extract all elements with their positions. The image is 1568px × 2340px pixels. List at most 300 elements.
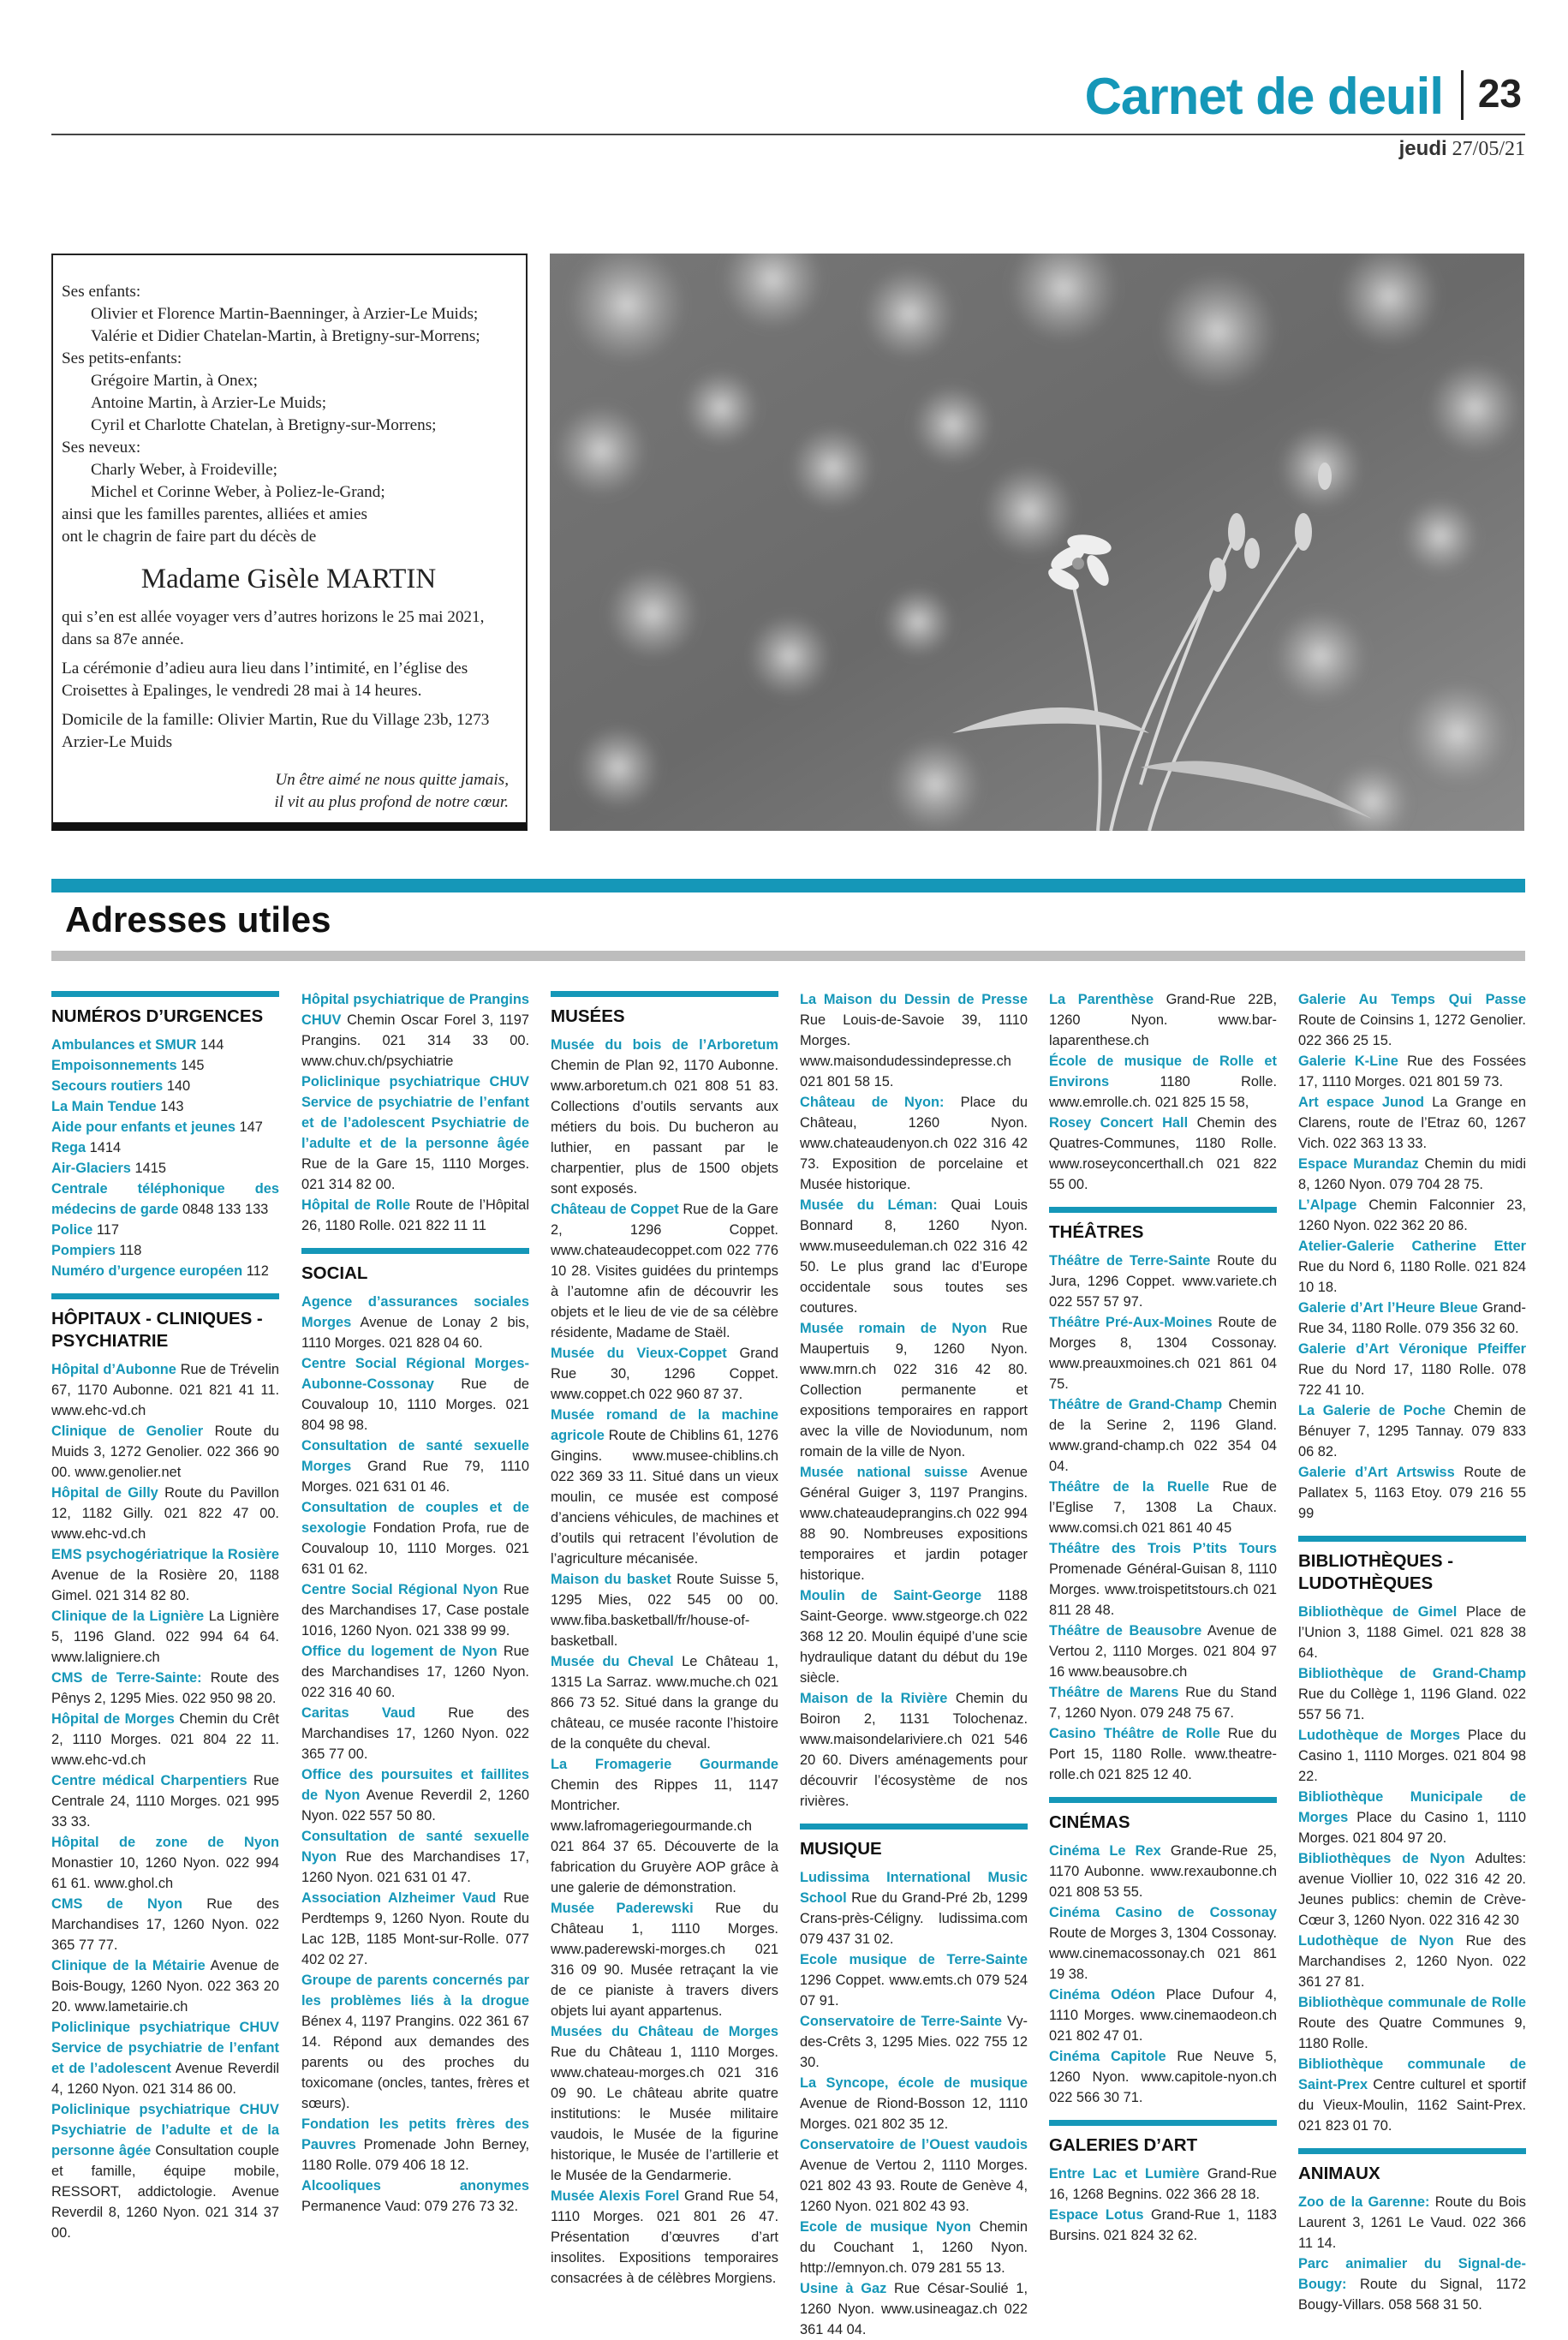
entry-name: EMS psychogériatrique la Rosière (51, 1547, 279, 1562)
address-entry (1049, 2164, 1277, 2205)
address-entry (51, 1261, 279, 1281)
entry-name: Rosey Concert Hall (1049, 1115, 1189, 1131)
address-entry (1049, 1051, 1277, 1113)
section-title: Carnet de deuil (1084, 68, 1443, 125)
address-entry (800, 1949, 1028, 2011)
obituary-notice (51, 254, 528, 831)
address-entry (301, 1970, 529, 2114)
address-entry (1298, 2054, 1526, 2136)
entry-name: Ecole de musique Nyon (800, 2219, 971, 2235)
entry-details: Avenue de Bois-Bougy, 1260 Nyon. 022 363 20 20. www.lametairie.ch (51, 1958, 279, 2015)
address-entry (1298, 1195, 1526, 1236)
entry-details: 118 (115, 1243, 142, 1258)
entry-details: Route des Pênys 2, 1295 Mies. 022 950 98 20. (51, 1670, 279, 1706)
entry-name: Bibliothèque de Grand-Champ (1298, 1666, 1526, 1681)
entry-name: Hôpital de Rolle (301, 1197, 411, 1213)
entry-name: Numéro d’urgence européen (51, 1263, 243, 1279)
entry-details: 117 (92, 1222, 119, 1238)
section-title-rule (51, 951, 1525, 961)
entry-name: Ecole musique de Terre-Sainte (800, 1952, 1028, 1967)
address-entry (1298, 1992, 1526, 2054)
address-entry (51, 1544, 279, 1606)
address-entry (301, 1579, 529, 1641)
entry-name: Musée du Léman: (800, 1197, 938, 1213)
entry-details: Consultation couple et famille, équipe mobile, RESSORT, addictologie. Avenue Reverdil 8, 1260 Nyon. 021 314 37 00. (51, 2143, 279, 2241)
entry-details: Quai Louis Bonnard 8, 1260 Nyon. www.museeduleman.ch 022 316 42 50. Le plus grand lac d’Europe occidentale sous toutes ses coutures. (800, 1197, 1028, 1316)
entry-details: Chemin de la Serine 2, 1196 Gland. www.grand-champ.ch 022 354 04 04. (1049, 1397, 1277, 1474)
entry-name: Théâtre de la Ruelle (1049, 1479, 1210, 1495)
entry-name: Musée du bois de l’Arboretum (551, 1037, 778, 1053)
entry-details: Route de Coinsins 1, 1272 Genolier. 022 366 25 15. (1298, 1012, 1526, 1048)
entry-name: Théâtre de Grand-Champ (1049, 1397, 1223, 1412)
address-entry (51, 2017, 279, 2099)
entry-details: 144 (196, 1037, 224, 1053)
entry-name: Galerie d’Art Véronique Pfeiffer (1298, 1341, 1526, 1357)
entry-name: Conservatoire de Terre-Sainte (800, 2014, 1002, 2029)
entry-name: Ambulances et SMUR (51, 1037, 197, 1053)
entry-details: Rue du Château 1, 1110 Morges. www.chateau-morges.ch 021 316 09 90. Le château abrite quatre institutions: le Musée militaire vaudois, le Musée de la figurine historique, le Musée de l’artillerie et le Musée de la Gendarmerie. (551, 2045, 778, 2183)
address-entry (551, 1651, 778, 1754)
deceased-name: Madame Gisèle MARTIN (140, 564, 437, 594)
entry-name: Musée romain de Nyon (800, 1321, 987, 1336)
address-entry (1049, 2205, 1277, 2246)
address-entry (1049, 1985, 1277, 2046)
issue-date-value: 27/05/21 (1452, 138, 1525, 160)
address-entry (301, 1703, 529, 1764)
entry-details: Rue des Marchandises 17, Case postale 1016, 1260 Nyon. 021 338 99 99. (301, 1582, 529, 1639)
entry-details: Route Suisse 5, 1295 Mies, 022 545 00 00. www.fiba.basketball/fr/house-of-basketball. (551, 1572, 778, 1649)
entry-name: Consultation de couples et de sexologie (301, 1500, 529, 1536)
entry-name: Policlinique psychiatrique CHUV Service de psychiatrie de l’enfant et de l’adolescent Psychiatrie de l’adulte et de la personne âgée (301, 1074, 529, 1151)
obituary-line: Charly Weber, à Froideville; (91, 461, 277, 479)
address-entry (51, 1668, 279, 1709)
entry-name: Moulin de Saint-George (800, 1588, 982, 1603)
obituary-text-2: La cérémonie d’adieu aura lieu dans l’intimité, en l’église des Croisettes à Epalinges, le vendredi 28 mai à 14 heures. (62, 660, 468, 700)
address-entry (301, 1497, 529, 1579)
entry-details: Route de Morges 8, 1304 Cossonay. www.preauxmoines.ch 021 861 04 75. (1049, 1315, 1277, 1392)
address-entry (551, 1569, 778, 1651)
obituary-line: ainsi que les familles parentes, alliées et amies (62, 505, 367, 523)
entry-name: Musées du Château de Morges (551, 2024, 778, 2039)
address-entry (551, 1035, 778, 1199)
entry-details: Rue des Marchandises 17, 1260 Nyon. 022 365 77 00. (301, 1705, 529, 1762)
address-entry (1298, 1663, 1526, 1725)
address-entry (301, 1641, 529, 1703)
entry-name: Bibliothèque de Gimel (1298, 1604, 1458, 1620)
entry-details: Vy-des-Crêts 3, 1295 Mies. 022 755 12 30. (800, 2014, 1028, 2070)
entry-name: Clinique de Genolier (51, 1424, 204, 1439)
entry-details: Grand Rue 79, 1110 Morges. 021 631 01 46. (301, 1459, 529, 1495)
entry-details: Route du Muids 3, 1272 Genolier. 022 366 90 00. www.genolier.net (51, 1424, 279, 1480)
address-entry (1049, 1113, 1277, 1195)
address-entry (800, 1318, 1028, 1462)
entry-details: Le Château 1, 1315 La Sarraz. www.muche.ch 021 866 73 52. Situé dans la grange du château, ce musée raconte l’histoire de la conquête du cheval. (551, 1654, 778, 1752)
issue-day: jeudi (1398, 137, 1447, 160)
address-entry (800, 2134, 1028, 2217)
page-number: 23 (1477, 71, 1522, 116)
entry-name: Bibliothèque communale de Rolle (1298, 1995, 1526, 2010)
entry-details: Route du Bois Laurent 3, 1261 Le Vaud. 022 366 11 14. (1298, 2194, 1526, 2251)
address-entry (800, 1688, 1028, 1812)
entry-details: Rue de la Gare 15, 1110 Morges. 021 314 82 00. (301, 1156, 529, 1192)
quote-line-2: il vit au plus profond de notre cœur. (274, 793, 509, 811)
column-6 (1298, 989, 1526, 2315)
category-heading: THÉÂTRES (1049, 1207, 1277, 1244)
entry-details: 1180 Rolle. www.emrolle.ch. 021 825 15 58, (1049, 1074, 1277, 1110)
obituary-quote (62, 769, 516, 814)
entry-details: Route du Pavillon 12, 1182 Gilly. 021 822 47 00. www.ehc-vd.ch (51, 1485, 280, 1542)
address-entry (800, 2278, 1028, 2340)
entry-name: La Syncope, école de musique (800, 2075, 1028, 2091)
entry-name: La Galerie de Poche (1298, 1403, 1446, 1418)
address-entry (51, 1894, 279, 1955)
entry-name: Office du logement de Nyon (301, 1644, 498, 1659)
entry-name: Musée romand de la machine agricole (551, 1407, 778, 1443)
entry-details: Monastier 10, 1260 Nyon. 022 994 61 61. www.ghol.ch (51, 1855, 279, 1891)
entry-name: Empoisonnements (51, 1058, 177, 1073)
entry-name: Théâtre Pré-Aux-Moines (1049, 1315, 1213, 1330)
address-entry (800, 1462, 1028, 1585)
entry-name: Policlinique psychiatrique CHUV Service de psychiatrie de l’enfant et de l’adolescent (51, 2020, 279, 2076)
address-entry (1298, 989, 1526, 1051)
entry-name: Consultation de santé sexuelle Nyon (301, 1829, 529, 1865)
entry-details: Route de Chiblins 61, 1276 Gingins. www.musee-chiblins.ch 022 369 33 11. Situé dans un vieux moulin, ce musée est composé d’anciens véhicules, de machines et d’outils qui retracent l’évolution de l’agriculture mécanisée. (551, 1428, 778, 1567)
issue-date (1399, 137, 1525, 161)
address-entry (800, 1195, 1028, 1318)
entry-details: Bénex 4, 1197 Prangins. 022 361 67 14. Répond aux demandes des parents ou des proches du toxicomane (oncles, tantes, frères et sœurs). (301, 2014, 529, 2111)
entry-name: Ludothèque de Nyon (1298, 1933, 1454, 1949)
entry-name: Cinéma Le Rex (1049, 1843, 1161, 1859)
entry-name: Rega (51, 1140, 86, 1155)
address-entry (551, 1343, 778, 1405)
category-heading: CINÉMAS (1049, 1797, 1277, 1834)
category-heading: MUSIQUE (800, 1824, 1028, 1860)
entry-name: Consultation de santé sexuelle Morges (301, 1438, 529, 1474)
entry-details: Promenade Général-Guisan 8, 1110 Morges. www.troispetitstours.ch 021 811 28 48. (1049, 1561, 1277, 1618)
entry-details: Route de Pallatex 5, 1163 Etoy. 079 216 55 99 (1298, 1465, 1526, 1521)
address-entry (301, 1292, 529, 1353)
category-heading: SOCIAL (301, 1248, 529, 1285)
entry-name: Secours routiers (51, 1078, 164, 1094)
obituary-family-list (62, 281, 516, 548)
obituary-line: Olivier et Florence Martin-Baenninger, à Arzier-Le Muids; (91, 305, 479, 323)
entry-details: 1296 Coppet. www.emts.ch 079 524 07 91. (800, 1973, 1028, 2009)
entry-name: Agence d’assurances sociales Morges (301, 1294, 529, 1330)
address-entry (301, 1826, 529, 1888)
entry-name: Musée national suisse (800, 1465, 969, 1480)
address-entry (1298, 1931, 1526, 1992)
entry-name: CMS de Terre-Sainte: (51, 1670, 202, 1686)
address-entry (301, 2176, 529, 2217)
entry-name: Musée du Cheval (551, 1654, 674, 1669)
address-entry (51, 1240, 279, 1261)
entry-details: Rue du Stand 7, 1260 Nyon. 079 248 75 67. (1049, 1685, 1278, 1721)
category-heading: MUSÉES (551, 991, 778, 1028)
entry-details: Rue du Nord 17, 1180 Rolle. 078 722 41 10. (1298, 1362, 1526, 1398)
entry-name: Espace Lotus (1049, 2207, 1144, 2223)
entry-details: Grande-Rue 25, 1170 Aubonne. www.rexaubonne.ch 021 808 53 55. (1049, 1843, 1278, 1900)
entry-details: Rue Centrale 24, 1110 Morges. 021 995 33 33. (51, 1773, 279, 1830)
entry-details: Chemin Oscar Forel 3, 1197 Prangins. 021 314 33 00. www.chuv.ch/psychiatrie (301, 1012, 529, 1069)
entry-details: Avenue de Lonay 2 bis, 1110 Morges. 021 828 04 60. (301, 1315, 529, 1351)
entry-details: Permanence Vaud: 079 276 73 32. (301, 2199, 519, 2214)
entry-details: 1188 Saint-George. www.stgeorge.ch 022 368 12 20. Moulin équipé d’une scie hydraulique datant du début du 19e siècle. (800, 1588, 1028, 1686)
entry-details: Chemin de Plan 92, 1170 Aubonne. www.arboretum.ch 021 808 51 83. Collections d’outils servants aux métiers du bois. Du bucheron au luthier, en passant par le charpentier, plus de 1500 objets sont exposés. (551, 1058, 778, 1197)
entry-details: Rue Maupertuis 9, 1260 Nyon. www.mrn.ch 022 316 42 80. Collection permanente et expositions temporaires en rapport avec la ville de Noviodunum, nom romain de la ville de Nyon. (800, 1321, 1028, 1460)
entry-name: Usine à Gaz (800, 2281, 887, 2296)
column-5 (1049, 989, 1277, 2246)
address-entry (1049, 1477, 1277, 1538)
entry-name: Théâtre de Marens (1049, 1685, 1179, 1700)
address-entry (51, 1220, 279, 1240)
entry-name: Centre Social Régional Nyon (301, 1582, 498, 1597)
entry-name: Fondation les petits frères des Pauvres (301, 2116, 529, 2152)
adresses-utiles-title: Adresses utiles (65, 899, 331, 940)
entry-details: Route du Signal, 1172 Bougy-Villars. 058 568 31 50. (1298, 2277, 1526, 2313)
obituary-line: Cyril et Charlotte Chatelan, à Bretigny-sur-Morrens; (91, 416, 437, 434)
address-entry (551, 2186, 778, 2289)
entry-details: La Grange en Clarens, route de l’Etraz 60, 1267 Vich. 022 363 13 33. (1298, 1095, 1526, 1151)
address-entry (1298, 2253, 1526, 2315)
entry-details: Rue César-Soulié 1, 1260 Nyon. www.usineagaz.ch 022 361 44 04. (800, 2281, 1028, 2337)
address-entry (1049, 1723, 1277, 1785)
entry-details: 145 (176, 1058, 205, 1073)
obituary-line: Michel et Corinne Weber, à Poliez-le-Grand; (91, 483, 385, 501)
address-entry (51, 1483, 279, 1544)
address-entry (51, 1055, 279, 1076)
entry-name: Aide pour enfants et jeunes (51, 1119, 235, 1135)
entry-details: 0848 133 133 (178, 1202, 269, 1217)
entry-name: Conservatoire de l’Ouest vaudois (800, 2137, 1028, 2152)
entry-details: Avenue de Vertou 2, 1110 Morges. 021 804 97 16 www.beausobre.ch (1049, 1623, 1277, 1680)
entry-details: Chemin des Rippes 11, 1147 Montricher. www.lafromageriegourmande.ch 021 864 37 65. Découverte de la fabrication du Gruyère AOP grâce à une galerie de démonstration. (551, 1777, 778, 1895)
category-heading: GALERIES D’ART (1049, 2120, 1277, 2157)
obituary-line: ont le chagrin de faire part du décès de (62, 528, 317, 546)
entry-details: Route de Morges 3, 1304 Cossonay. www.cinemacossonay.ch 021 861 19 38. (1049, 1925, 1277, 1982)
entry-name: Parc animalier du Signal-de-Bougy: (1298, 2256, 1526, 2292)
address-entry (51, 1606, 279, 1668)
entry-details: Route des Quatre Communes 9, 1180 Rolle. (1298, 2015, 1526, 2051)
entry-name: Théâtre des Trois P’tits Tours (1049, 1541, 1277, 1556)
entry-name: Bibliothèques de Nyon (1298, 1851, 1465, 1866)
entry-name: Police (51, 1222, 93, 1238)
address-entry (51, 1117, 279, 1137)
entry-name: Centrale téléphonique des médecins de garde (51, 1181, 279, 1217)
entry-name: École de musique de Rolle et Environs (1049, 1054, 1277, 1089)
address-entry (51, 1076, 279, 1096)
address-entry (301, 1195, 529, 1236)
address-entry (551, 1898, 778, 2021)
obituary-line: Ses petits-enfants: (62, 349, 182, 367)
obituary-text-1: qui s’en est allée voyager vers d’autres horizons le 25 mai 2021, dans sa 87e année. (62, 608, 485, 648)
entry-name: Cinéma Casino de Cossonay (1049, 1905, 1277, 1920)
page-header (51, 60, 1525, 135)
entry-details: Rue de Trévelin 67, 1170 Aubonne. 021 821 41 11. www.ehc-vd.ch (51, 1362, 279, 1418)
flower-photo-image (550, 254, 1524, 831)
entry-details: Grand-Rue 16, 1268 Begnins. 022 366 28 18. (1049, 2166, 1278, 2202)
entry-details: Promenade John Berney, 1180 Rolle. 079 406 18 12. (301, 2137, 529, 2173)
address-entry (1049, 1394, 1277, 1477)
obituary-line: Grégoire Martin, à Onex; (91, 372, 259, 390)
entry-name: La Maison du Dessin de Presse (800, 992, 1028, 1007)
entry-name: Casino Théâtre de Rolle (1049, 1726, 1220, 1741)
entry-name: Hôpital de zone de Nyon (51, 1835, 279, 1850)
obituary-text-3: Domicile de la famille: Olivier Martin, Rue du Village 23b, 1273 Arzier-Le Muids (62, 711, 490, 751)
header-separator (1461, 70, 1464, 120)
address-entry (301, 989, 529, 1072)
entry-name: Château de Coppet (551, 1202, 679, 1217)
entry-name: Galerie Au Temps Qui Passe (1298, 992, 1526, 1007)
address-entry (51, 1096, 279, 1117)
address-entry (301, 1764, 529, 1826)
entry-name: Cinéma Odéon (1049, 1987, 1155, 2003)
entry-details: Avenue Reverdil 2, 1260 Nyon. 022 557 50 80. (301, 1788, 529, 1824)
entry-name: Maison du basket (551, 1572, 671, 1587)
address-entry (1298, 1725, 1526, 1787)
category-heading: NUMÉROS D’URGENCES (51, 991, 279, 1028)
entry-name: Musée Alexis Forel (551, 2188, 680, 2204)
address-entry (1298, 1787, 1526, 1848)
quote-line-1: Un être aimé ne nous quitte jamais, (275, 771, 509, 789)
address-entry (301, 1072, 529, 1195)
entry-name: Ludissima International Music School (800, 1870, 1028, 1906)
address-entry (1049, 1538, 1277, 1621)
entry-details: Place Dufour 4, 1110 Morges. www.cinemaodeon.ch 021 802 47 01. (1049, 1987, 1278, 2044)
entry-details: Rue des Marchandises 17, 1260 Nyon. 022 365 77 77. (51, 1896, 279, 1953)
entry-name: Association Alzheimer Vaud (301, 1890, 497, 1906)
section-top-bar (51, 879, 1525, 892)
address-entry (551, 2021, 778, 2186)
entry-name: Espace Murandaz (1298, 1156, 1419, 1172)
obituary-line: Ses neveux: (62, 439, 141, 457)
entry-name: Galerie d’Art l’Heure Bleue (1298, 1300, 1478, 1316)
address-entry (800, 989, 1028, 1092)
address-entry (301, 1888, 529, 1970)
entry-name: Château de Nyon: (800, 1095, 945, 1110)
entry-details: Grand-Rue 34, 1180 Rolle. 079 356 32 60. (1298, 1300, 1527, 1336)
entry-details: Rue du Port 15, 1180 Rolle. www.theatre-rolle.ch 021 825 12 40. (1049, 1726, 1277, 1782)
address-entry (1298, 1462, 1526, 1524)
entry-details: Place du Casino 1, 1110 Morges. 021 804 97 20. (1298, 1810, 1526, 1846)
obituary-line: Ses enfants: (62, 283, 141, 301)
entry-name: Ludothèque de Morges (1298, 1728, 1460, 1743)
category-heading: HÔPITAUX - CLINIQUES - PSYCHIATRIE (51, 1293, 279, 1352)
address-entry (800, 1092, 1028, 1195)
entry-details: 140 (163, 1078, 191, 1094)
entry-details: Avenue Reverdil 4, 1260 Nyon. 021 314 86 00. (51, 2061, 280, 2097)
entry-details: 1415 (130, 1161, 166, 1176)
entry-details: Rue du Collège 1, 1196 Gland. 022 557 56 71. (1298, 1686, 1526, 1722)
address-entry (1298, 1092, 1526, 1154)
entry-details: Rue Perdtemps 9, 1260 Nyon. Route du Lac 12B, 1185 Mont-sur-Rolle. 077 402 02 27. (301, 1890, 529, 1967)
entry-name: Cinéma Capitole (1049, 2049, 1166, 2064)
entry-details: Fondation Profa, rue de Couvaloup 10, 1110 Morges. 021 631 01 62. (301, 1520, 529, 1577)
entry-details: Chemin du Boiron 2, 1131 Tolochenaz. www.maisondelariviere.ch 021 546 20 60. Divers aménagements pour découvrir l’écosystème de nos rivières. (800, 1691, 1028, 1809)
entry-details: Route du Jura, 1296 Coppet. www.variete.ch 022 557 57 97. (1049, 1253, 1278, 1310)
address-entry (51, 1832, 279, 1894)
address-entry (51, 1179, 279, 1220)
address-entry (1049, 1312, 1277, 1394)
entry-name: Office des poursuites et faillites de Nyon (301, 1767, 529, 1803)
entry-details: Chemin du midi 8, 1260 Nyon. 079 704 28 75. (1298, 1156, 1526, 1192)
entry-name: Musée du Vieux-Coppet (551, 1346, 727, 1361)
address-entry (1298, 1236, 1526, 1298)
category-heading: BIBLIOTHÈQUES - LUDOTHÈQUES (1298, 1536, 1526, 1595)
entry-details: 1414 (86, 1140, 122, 1155)
entry-name: Hôpital de Morges (51, 1711, 175, 1727)
entry-details: Rue Neuve 5, 1260 Nyon. www.capitole-nyon.ch 022 566 30 71. (1049, 2049, 1278, 2105)
entry-name: Clinique de la Métairie (51, 1958, 206, 1973)
obituary-line: Valérie et Didier Chatelan-Martin, à Bretigny-sur-Morrens; (91, 327, 480, 345)
address-entry (51, 1955, 279, 2017)
entry-details: Avenue de la Rosière 20, 1188 Gimel. 021 314 82 80. (51, 1567, 279, 1603)
entry-details: Rue du Nord 6, 1180 Rolle. 021 824 10 18. (1298, 1259, 1526, 1295)
entry-details: Rue des Marchandises 17, 1260 Nyon. 021 631 01 47. (301, 1849, 529, 1885)
address-entry (800, 2217, 1028, 2278)
entry-details: Grand-Rue 22B, 1260 Nyon. www.bar-laparenthese.ch (1049, 992, 1278, 1048)
entry-name: Bibliothèque Municipale de Morges (1298, 1789, 1526, 1825)
column-3 (551, 989, 778, 2289)
entry-details: Chemin du Couchant 1, 1260 Nyon. http://emnyon.ch. 079 281 55 13. (800, 2219, 1028, 2276)
entry-name: Caritas Vaud (301, 1705, 415, 1721)
address-entry (551, 1754, 778, 1898)
address-entry (800, 2073, 1028, 2134)
entry-name: Hôpital de Gilly (51, 1485, 158, 1501)
entry-name: Air-Glaciers (51, 1161, 131, 1176)
address-entry (551, 1199, 778, 1343)
entry-name: Bibliothèque communale de Saint-Prex (1298, 2056, 1526, 2092)
address-entry (551, 1405, 778, 1569)
entry-name: La Fromagerie Gourmande (551, 1757, 778, 1772)
entry-details: Place du Château, 1260 Nyon. www.chateaudenyon.ch 022 316 42 73. Exposition de porcelaine et Musée historique. (800, 1095, 1028, 1192)
address-entry (1049, 1251, 1277, 1312)
address-entry (1049, 1841, 1277, 1902)
entry-details: Chemin des Quatres-Communes, 1180 Rolle. www.roseyconcerthall.ch 021 822 55 00. (1049, 1115, 1277, 1192)
entry-details: Rue des Fossées 17, 1110 Morges. 021 801 59 73. (1298, 1054, 1526, 1089)
entry-name: Galerie d’Art Artswiss (1298, 1465, 1455, 1480)
address-entry (1298, 1298, 1526, 1339)
address-entry (1049, 989, 1277, 1051)
entry-name: Atelier-Galerie Catherine Etter (1298, 1239, 1526, 1254)
entry-name: La Parenthèse (1049, 992, 1154, 1007)
entry-name: Entre Lac et Lumière (1049, 2166, 1200, 2182)
entry-name: Hôpital d’Aubonne (51, 1362, 176, 1377)
address-entry (51, 1158, 279, 1179)
column-2 (301, 989, 529, 2217)
address-entry (1049, 2046, 1277, 2108)
column-4 (800, 989, 1028, 2340)
entry-details: Rue de Couvaloup 10, 1110 Morges. 021 804 98 98. (301, 1376, 529, 1433)
entry-details: Avenue de Riond-Bosson 12, 1110 Morges. 021 802 35 12. (800, 2096, 1028, 2132)
address-entry (1298, 1400, 1526, 1462)
entry-name: L’Alpage (1298, 1197, 1357, 1213)
entry-details: 143 (156, 1099, 184, 1114)
address-entry (1298, 2192, 1526, 2253)
address-entry (1298, 1339, 1526, 1400)
address-entry (1298, 1848, 1526, 1931)
entry-name: Galerie K-Line (1298, 1054, 1398, 1069)
entry-details: Chemin de Bénuyer 7, 1295 Tannay. 079 833 06 82. (1298, 1403, 1526, 1460)
entry-name: Policlinique psychiatrique CHUV Psychiatrie de l’adulte et de la personne âgée (51, 2102, 279, 2158)
entry-details: 112 (242, 1263, 269, 1279)
address-entry (800, 2011, 1028, 2073)
entry-details: Rue du Grand-Pré 2b, 1299 Crans-près-Céligny. ludissima.com 079 437 31 02. (800, 1890, 1028, 1947)
entry-name: CMS de Nyon (51, 1896, 183, 1912)
entry-name: Musée Paderewski (551, 1901, 694, 1916)
entry-details: Rue de l’Eglise 7, 1308 La Chaux. www.comsi.ch 021 861 40 45 (1049, 1479, 1277, 1536)
entry-name: Centre Social Régional Morges-Aubonne-Cossonay (301, 1356, 529, 1392)
address-entry (1298, 1154, 1526, 1195)
